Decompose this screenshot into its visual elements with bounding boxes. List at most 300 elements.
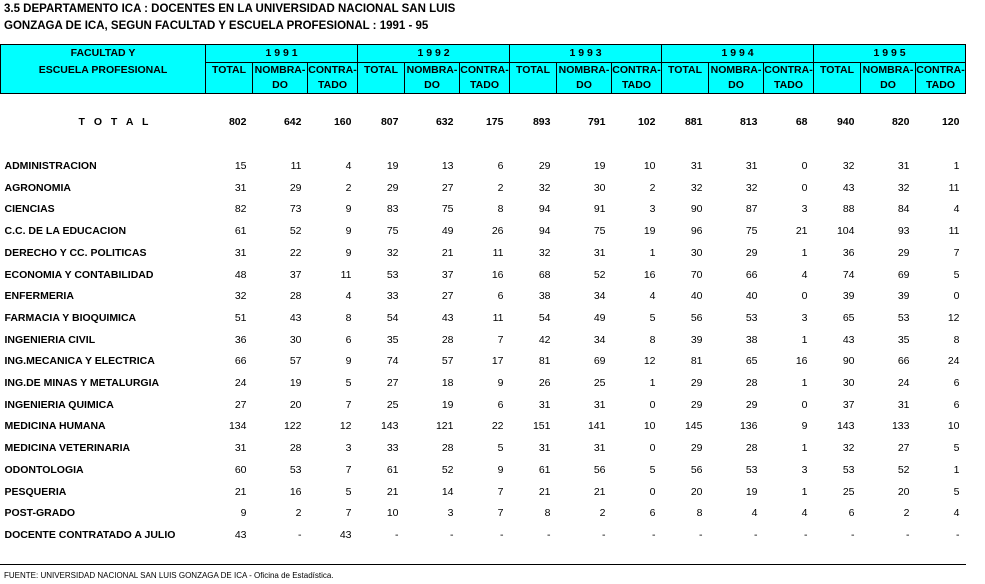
contratado-column-header: CONTRA- [308, 64, 357, 76]
cell-value: 27 [234, 398, 247, 411]
docentes-table [0, 44, 966, 547]
cell-value: 42 [538, 333, 551, 346]
cell-value: 0 [801, 398, 808, 411]
cell-value: 31 [593, 398, 606, 411]
cell-value: 75 [745, 225, 758, 238]
cell-value: 2 [649, 181, 656, 194]
cell-value: 29 [745, 398, 758, 411]
cell-value: 9 [801, 420, 808, 433]
cell-value: 8 [649, 333, 656, 346]
cell-value: 16 [289, 485, 302, 498]
cell-value: 31 [234, 181, 247, 194]
cell-value: 7 [345, 463, 352, 476]
cell-value: 88 [842, 203, 855, 216]
cell-value: 134 [228, 420, 247, 433]
nombrado-column-header-line-2: DO [405, 78, 460, 94]
cell-value: 28 [441, 442, 454, 455]
cell-value: 133 [891, 420, 910, 433]
table-row [1, 286, 966, 308]
cell-value: 68 [538, 268, 551, 281]
cell-value: 39 [897, 290, 910, 303]
faculty-name: ING.DE MINAS Y METALURGIA [4, 377, 160, 390]
nombrado-column-header-line-2: DO [709, 78, 764, 94]
cell-value: 73 [289, 203, 302, 216]
cell-value: 3 [801, 311, 808, 324]
cell-value: 66 [745, 268, 758, 281]
cell-value: 82 [234, 203, 247, 216]
cell-value: 7 [953, 246, 960, 259]
cell-value: 4 [345, 290, 352, 303]
cell-value: 37 [842, 398, 855, 411]
cell-value: 96 [690, 225, 703, 238]
cell-value: - [906, 528, 910, 541]
cell-value: 54 [538, 311, 551, 324]
cell-value: 5 [953, 268, 960, 281]
total-value: 791 [587, 116, 606, 128]
faculty-column-header [1, 45, 206, 94]
cell-value: 31 [897, 160, 910, 172]
cell-value: 7 [497, 485, 504, 498]
cell-value: 12 [643, 355, 656, 368]
cell-value: 0 [649, 398, 656, 411]
cell-value: 19 [593, 160, 606, 172]
cell-value: 9 [240, 507, 247, 520]
cell-value: 21 [234, 485, 247, 498]
cell-value: 9 [345, 203, 352, 216]
total-value: 642 [283, 116, 302, 128]
cell-value: - [699, 528, 703, 541]
cell-value: 43 [234, 528, 247, 541]
cell-value: 32 [897, 181, 910, 194]
cell-value: 36 [842, 246, 855, 259]
cell-value: 11 [948, 181, 960, 194]
table-row [1, 221, 966, 243]
year-header: 1 9 9 4 [662, 45, 814, 63]
cell-value: 66 [897, 355, 910, 368]
cell-value: 54 [386, 311, 399, 324]
faculty-name: ENFERMERIA [4, 290, 74, 303]
cell-value: 53 [745, 311, 758, 324]
cell-value: 1 [801, 246, 808, 259]
total-value: 802 [228, 116, 247, 128]
nombrado-column-header: NOMBRA- [557, 63, 612, 79]
cell-value: 27 [441, 290, 454, 303]
cell-value: 43 [289, 311, 302, 324]
table-row [1, 265, 966, 287]
cell-value: 1 [801, 442, 808, 455]
cell-value: 5 [649, 463, 656, 476]
cell-value: 29 [897, 246, 910, 259]
nombrado-column-header-line-2: DO [253, 78, 308, 94]
cell-value: 32 [538, 181, 551, 194]
year-header: 1 9 9 3 [510, 45, 662, 63]
cell-value: 19 [441, 398, 454, 411]
cell-value: 56 [690, 463, 703, 476]
faculty-name: DOCENTE CONTRATADO A JULIO [4, 528, 176, 541]
cell-value: 22 [289, 246, 302, 259]
cell-value: 122 [283, 420, 302, 433]
cell-value: 25 [386, 398, 399, 411]
cell-value: 2 [599, 507, 606, 520]
cell-value: 52 [593, 268, 606, 281]
table-row [1, 438, 966, 460]
cell-value: 60 [234, 463, 247, 476]
faculty-name: CIENCIAS [4, 203, 55, 216]
cell-value: 10 [643, 420, 656, 433]
cell-value: 29 [690, 398, 703, 411]
contratado-column-header: CONTRA- [460, 64, 509, 76]
cell-value: 29 [690, 442, 703, 455]
total-value: 175 [485, 116, 504, 128]
cell-value: 7 [345, 398, 352, 411]
cell-value: 29 [538, 160, 551, 172]
cell-value: 6 [953, 377, 960, 390]
cell-value: 40 [745, 290, 758, 303]
total-column-header: TOTAL [662, 63, 709, 79]
cell-value: 0 [649, 442, 656, 455]
cell-value: 31 [538, 442, 551, 455]
cell-value: 87 [745, 203, 758, 216]
cell-value: 3 [801, 203, 808, 216]
year-header: 1 9 9 2 [358, 45, 510, 63]
cell-value: 8 [345, 311, 352, 324]
total-value: 120 [941, 116, 960, 128]
cell-value: 7 [497, 507, 504, 520]
faculty-name: ING.MECANICA Y ELECTRICA [4, 355, 155, 368]
cell-value: 35 [897, 333, 910, 346]
cell-value: 43 [842, 333, 855, 346]
cell-value: 5 [649, 311, 656, 324]
contratado-column-header: CONTRA- [612, 64, 661, 76]
nombrado-column-header: NOMBRA- [253, 63, 308, 79]
faculty-name: ADMINISTRACION [4, 160, 97, 172]
cell-value: - [395, 528, 399, 541]
cell-value: 69 [593, 355, 606, 368]
cell-value: 9 [497, 463, 504, 476]
total-value: 881 [684, 116, 703, 128]
cell-value: 121 [435, 420, 454, 433]
cell-value: 20 [690, 485, 703, 498]
cell-value: 16 [795, 355, 808, 368]
cell-value: 26 [538, 377, 551, 390]
faculty-name: MEDICINA HUMANA [4, 420, 106, 433]
table-row [1, 482, 966, 504]
cell-value: 0 [801, 290, 808, 303]
cell-value: 43 [441, 311, 454, 324]
cell-value: 9 [345, 355, 352, 368]
cell-value: 16 [643, 268, 656, 281]
cell-value: 0 [801, 160, 808, 172]
faculty-name: DERECHO Y CC. POLITICAS [4, 246, 147, 259]
contratado-column-header: CONTRA- [916, 64, 965, 76]
cell-value: 31 [897, 398, 910, 411]
cell-value: 151 [532, 420, 551, 433]
faculty-name: PESQUERIA [4, 485, 67, 498]
faculty-name: ECONOMIA Y CONTABILIDAD [4, 268, 154, 281]
cell-value: 4 [801, 268, 808, 281]
cell-value: 5 [497, 442, 504, 455]
cell-value: 19 [745, 485, 758, 498]
table-row [1, 395, 966, 417]
total-column-header-line-2 [358, 78, 405, 94]
cell-value: 20 [289, 398, 302, 411]
cell-value: 20 [897, 485, 910, 498]
cell-value: 25 [842, 485, 855, 498]
cell-value: 75 [441, 203, 454, 216]
cell-value: 94 [538, 225, 551, 238]
cell-value: 49 [441, 225, 454, 238]
cell-value: 91 [593, 203, 606, 216]
cell-value: 32 [234, 290, 247, 303]
cell-value: 38 [538, 290, 551, 303]
cell-value: 57 [441, 355, 454, 368]
faculty-name: AGRONOMIA [4, 181, 71, 194]
cell-value: 93 [897, 225, 910, 238]
cell-value: 10 [386, 507, 399, 520]
cell-value: 7 [345, 507, 352, 520]
cell-value: 1 [801, 485, 808, 498]
total-value: 813 [739, 116, 758, 128]
cell-value: 0 [649, 485, 656, 498]
footer-rule [0, 564, 966, 565]
cell-value: 32 [386, 246, 399, 259]
cell-value: 143 [836, 420, 855, 433]
cell-value: - [450, 528, 454, 541]
total-value: 940 [836, 116, 855, 128]
cell-value: 29 [690, 377, 703, 390]
cell-value: 52 [897, 463, 910, 476]
nombrado-column-header: NOMBRA- [861, 63, 916, 79]
total-value: 632 [435, 116, 454, 128]
cell-value: 3 [801, 463, 808, 476]
cell-value: 3 [345, 442, 352, 455]
faculty-header-line-2: ESCUELA PROFESIONAL [38, 64, 168, 76]
total-row [1, 108, 966, 136]
cell-value: 43 [842, 181, 855, 194]
table-row [1, 243, 966, 265]
faculty-name: MEDICINA VETERINARIA [4, 442, 131, 455]
cell-value: 1 [649, 246, 656, 259]
cell-value: 11 [492, 311, 504, 324]
faculty-name: INGENIERIA CIVIL [4, 333, 96, 346]
cell-value: 6 [497, 398, 504, 411]
cell-value: 32 [538, 246, 551, 259]
cell-value: 52 [441, 463, 454, 476]
cell-value: 6 [497, 290, 504, 303]
cell-value: 30 [690, 246, 703, 259]
cell-value: 53 [289, 463, 302, 476]
contratado-column-header-line-2: TADO [308, 78, 358, 94]
total-column-header-line-2 [510, 78, 557, 94]
faculty-name: C.C. DE LA EDUCACION [4, 225, 127, 238]
cell-value: 8 [497, 203, 504, 216]
total-value: 68 [795, 116, 808, 128]
nombrado-column-header: NOMBRA- [709, 63, 764, 79]
table-row [1, 330, 966, 352]
cell-value: 31 [234, 246, 247, 259]
cell-value: 21 [386, 485, 399, 498]
cell-value: 29 [289, 181, 302, 194]
cell-value: 25 [593, 377, 606, 390]
cell-value: 11 [290, 160, 302, 172]
cell-value: 21 [538, 485, 551, 498]
total-label: T O T A L [78, 116, 152, 128]
cell-value: 4 [953, 203, 960, 216]
year-header: 1 9 9 5 [814, 45, 966, 63]
cell-value: 6 [649, 507, 656, 520]
cell-value: 74 [842, 268, 855, 281]
cell-value: 12 [947, 311, 960, 324]
cell-value: 65 [842, 311, 855, 324]
cell-value: 52 [289, 225, 302, 238]
table-row [1, 503, 966, 525]
cell-value: 19 [643, 225, 656, 238]
cell-value: 8 [953, 333, 960, 346]
cell-value: 36 [234, 333, 247, 346]
cell-value: 6 [345, 333, 352, 346]
cell-value: - [754, 528, 758, 541]
cell-value: 56 [690, 311, 703, 324]
cell-value: 6 [848, 507, 855, 520]
cell-value: 24 [897, 377, 910, 390]
cell-value: 13 [441, 160, 454, 172]
table-row [1, 460, 966, 482]
total-column-header: TOTAL [814, 63, 861, 79]
cell-value: - [500, 528, 504, 541]
total-value: 102 [637, 116, 656, 128]
cell-value: 34 [593, 290, 606, 303]
table-row [1, 178, 966, 200]
table-row [1, 199, 966, 221]
cell-value: 5 [345, 377, 352, 390]
cell-value: 53 [897, 311, 910, 324]
cell-value: 74 [386, 355, 399, 368]
cell-value: 1 [801, 333, 808, 346]
cell-value: 75 [386, 225, 399, 238]
cell-value: 69 [897, 268, 910, 281]
cell-value: 12 [339, 420, 352, 433]
table-row [1, 351, 966, 373]
cell-value: 7 [497, 333, 504, 346]
cell-value: 39 [690, 333, 703, 346]
total-column-header-line-2 [814, 78, 861, 94]
faculty-header-line-1: FACULTAD Y [70, 47, 136, 59]
cell-value: 18 [441, 377, 454, 390]
cell-value: 9 [345, 246, 352, 259]
cell-value: 0 [953, 290, 960, 303]
cell-value: 29 [386, 181, 399, 194]
contratado-column-header-line-2: TADO [764, 78, 814, 94]
total-column-header-line-2 [662, 78, 709, 94]
cell-value: 53 [745, 463, 758, 476]
cell-value: 37 [289, 268, 302, 281]
cell-value: 19 [289, 377, 302, 390]
cell-value: 33 [386, 442, 399, 455]
cell-value: 11 [340, 268, 352, 281]
cell-value: 4 [751, 507, 758, 520]
cell-value: - [547, 528, 551, 541]
cell-value: 48 [234, 268, 247, 281]
cell-value: 8 [544, 507, 551, 520]
cell-value: 51 [234, 311, 247, 324]
cell-value: 34 [593, 333, 606, 346]
cell-value: 61 [538, 463, 551, 476]
total-column-header: TOTAL [206, 63, 253, 79]
cell-value: 26 [491, 225, 504, 238]
cell-value: 31 [538, 398, 551, 411]
cell-value: 5 [953, 442, 960, 455]
cell-value: 3 [447, 507, 454, 520]
cell-value: 24 [947, 355, 960, 368]
cell-value: 19 [386, 160, 399, 172]
cell-value: 141 [587, 420, 606, 433]
cell-value: 6 [497, 160, 504, 172]
cell-value: 31 [745, 160, 758, 172]
cell-value: 32 [842, 442, 855, 455]
cell-value: 2 [345, 181, 352, 194]
cell-value: 43 [339, 528, 352, 541]
cell-value: 27 [897, 442, 910, 455]
cell-value: - [804, 528, 808, 541]
cell-value: 33 [386, 290, 399, 303]
cell-value: 2 [497, 181, 504, 194]
cell-value: 2 [903, 507, 910, 520]
total-column-header: TOTAL [510, 63, 557, 79]
cell-value: 30 [289, 333, 302, 346]
cell-value: 90 [690, 203, 703, 216]
cell-value: - [956, 528, 960, 541]
cell-value: - [652, 528, 656, 541]
faculty-name: POST-GRADO [4, 507, 76, 520]
cell-value: 1 [953, 463, 960, 476]
cell-value: 61 [234, 225, 247, 238]
cell-value: 75 [593, 225, 606, 238]
cell-value: 94 [538, 203, 551, 216]
cell-value: 10 [643, 160, 656, 172]
contratado-column-header: CONTRA- [764, 64, 813, 76]
cell-value: 4 [953, 507, 960, 520]
cell-value: 31 [593, 246, 606, 259]
cell-value: 145 [684, 420, 703, 433]
cell-value: 136 [739, 420, 758, 433]
cell-value: 14 [441, 485, 454, 498]
cell-value: 16 [491, 268, 504, 281]
cell-value: 22 [491, 420, 504, 433]
cell-value: 56 [593, 463, 606, 476]
cell-value: 28 [289, 442, 302, 455]
nombrado-column-header: NOMBRA- [405, 63, 460, 79]
cell-value: 6 [953, 398, 960, 411]
faculty-name: FARMACIA Y BIOQUIMICA [4, 311, 137, 324]
cell-value: 61 [386, 463, 399, 476]
cell-value: 1 [649, 377, 656, 390]
cell-value: 5 [953, 485, 960, 498]
cell-value: 49 [593, 311, 606, 324]
nombrado-column-header-line-2: DO [557, 78, 612, 94]
cell-value: 4 [345, 160, 352, 172]
cell-value: 53 [386, 268, 399, 281]
cell-value: 30 [842, 377, 855, 390]
cell-value: 17 [491, 355, 504, 368]
cell-value: 40 [690, 290, 703, 303]
cell-value: 81 [690, 355, 703, 368]
cell-value: 3 [649, 203, 656, 216]
cell-value: 11 [492, 246, 504, 259]
nombrado-column-header-line-2: DO [861, 78, 916, 94]
cell-value: 31 [593, 442, 606, 455]
cell-value: 15 [234, 160, 247, 172]
cell-value: 24 [234, 377, 247, 390]
